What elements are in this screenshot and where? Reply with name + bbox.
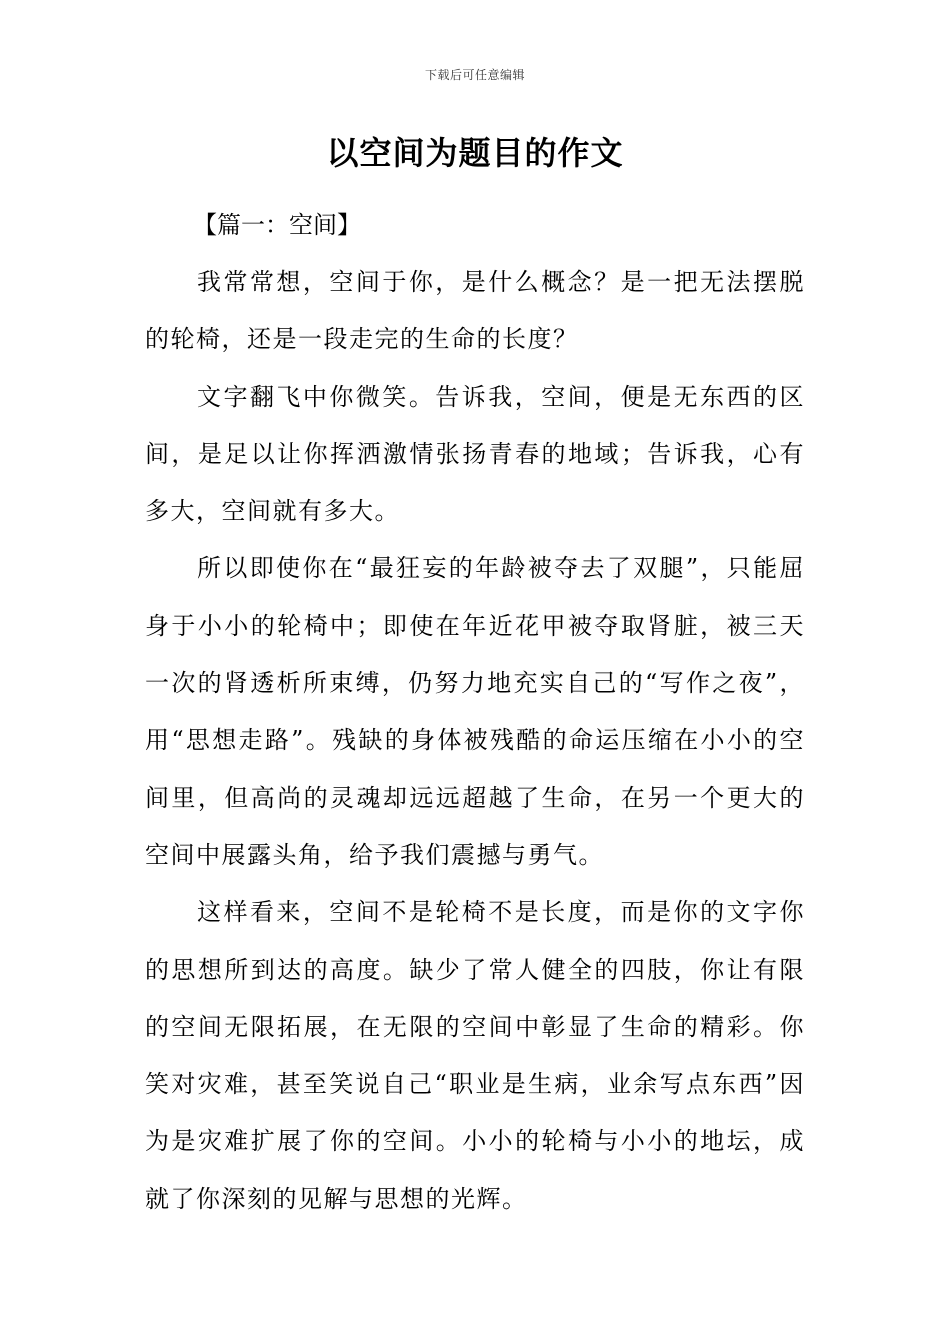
document-body: [145, 197, 805, 1228]
section-heading: 【篇一：空间】: [193, 211, 361, 239]
paragraph-1: 我常常想，空间于你，是什么概念？是一把无法摆脱的轮椅，还是一段走完的生命的长度？: [145, 268, 805, 354]
paragraph-3: 所以即使你在“最狂妄的年龄被夺去了双腿”，只能屈身于小小的轮椅中；即使在年近花甲被夺取肾脏，被三天一次的肾透析所束缚，仍努力地充实自己的“写作之夜”，用“思想走路”。残缺的身体被残酷的命运压缩在小小的空间里，但高尚的灵魂却远远超越了生命，在另一个更大的空间中展露头角，给予我们震撼与勇气。: [145, 554, 805, 869]
header-note: 下载后可任意编辑: [424, 68, 525, 82]
paragraph-2: 文字翻飞中你微笑。告诉我，空间，便是无东西的区间，是足以让你挥洒激情张扬青春的地域；告诉我，心有多大，空间就有多大。: [145, 382, 805, 526]
paragraph-4: 这样看来，空间不是轮椅不是长度，而是你的文字你的思想所到达的高度。缺少了常人健全的四肢，你让有限的空间无限拓展，在无限的空间中彰显了生命的精彩。你笑对灾难，甚至笑说自己“职业是生病，业余写点东西”因为是灾难扩展了你的空间。小小的轮椅与小小的地坛，成就了你深刻的见解与思想的光辉。: [145, 898, 805, 1213]
document-title: 以空间为题目的作文: [326, 134, 624, 172]
